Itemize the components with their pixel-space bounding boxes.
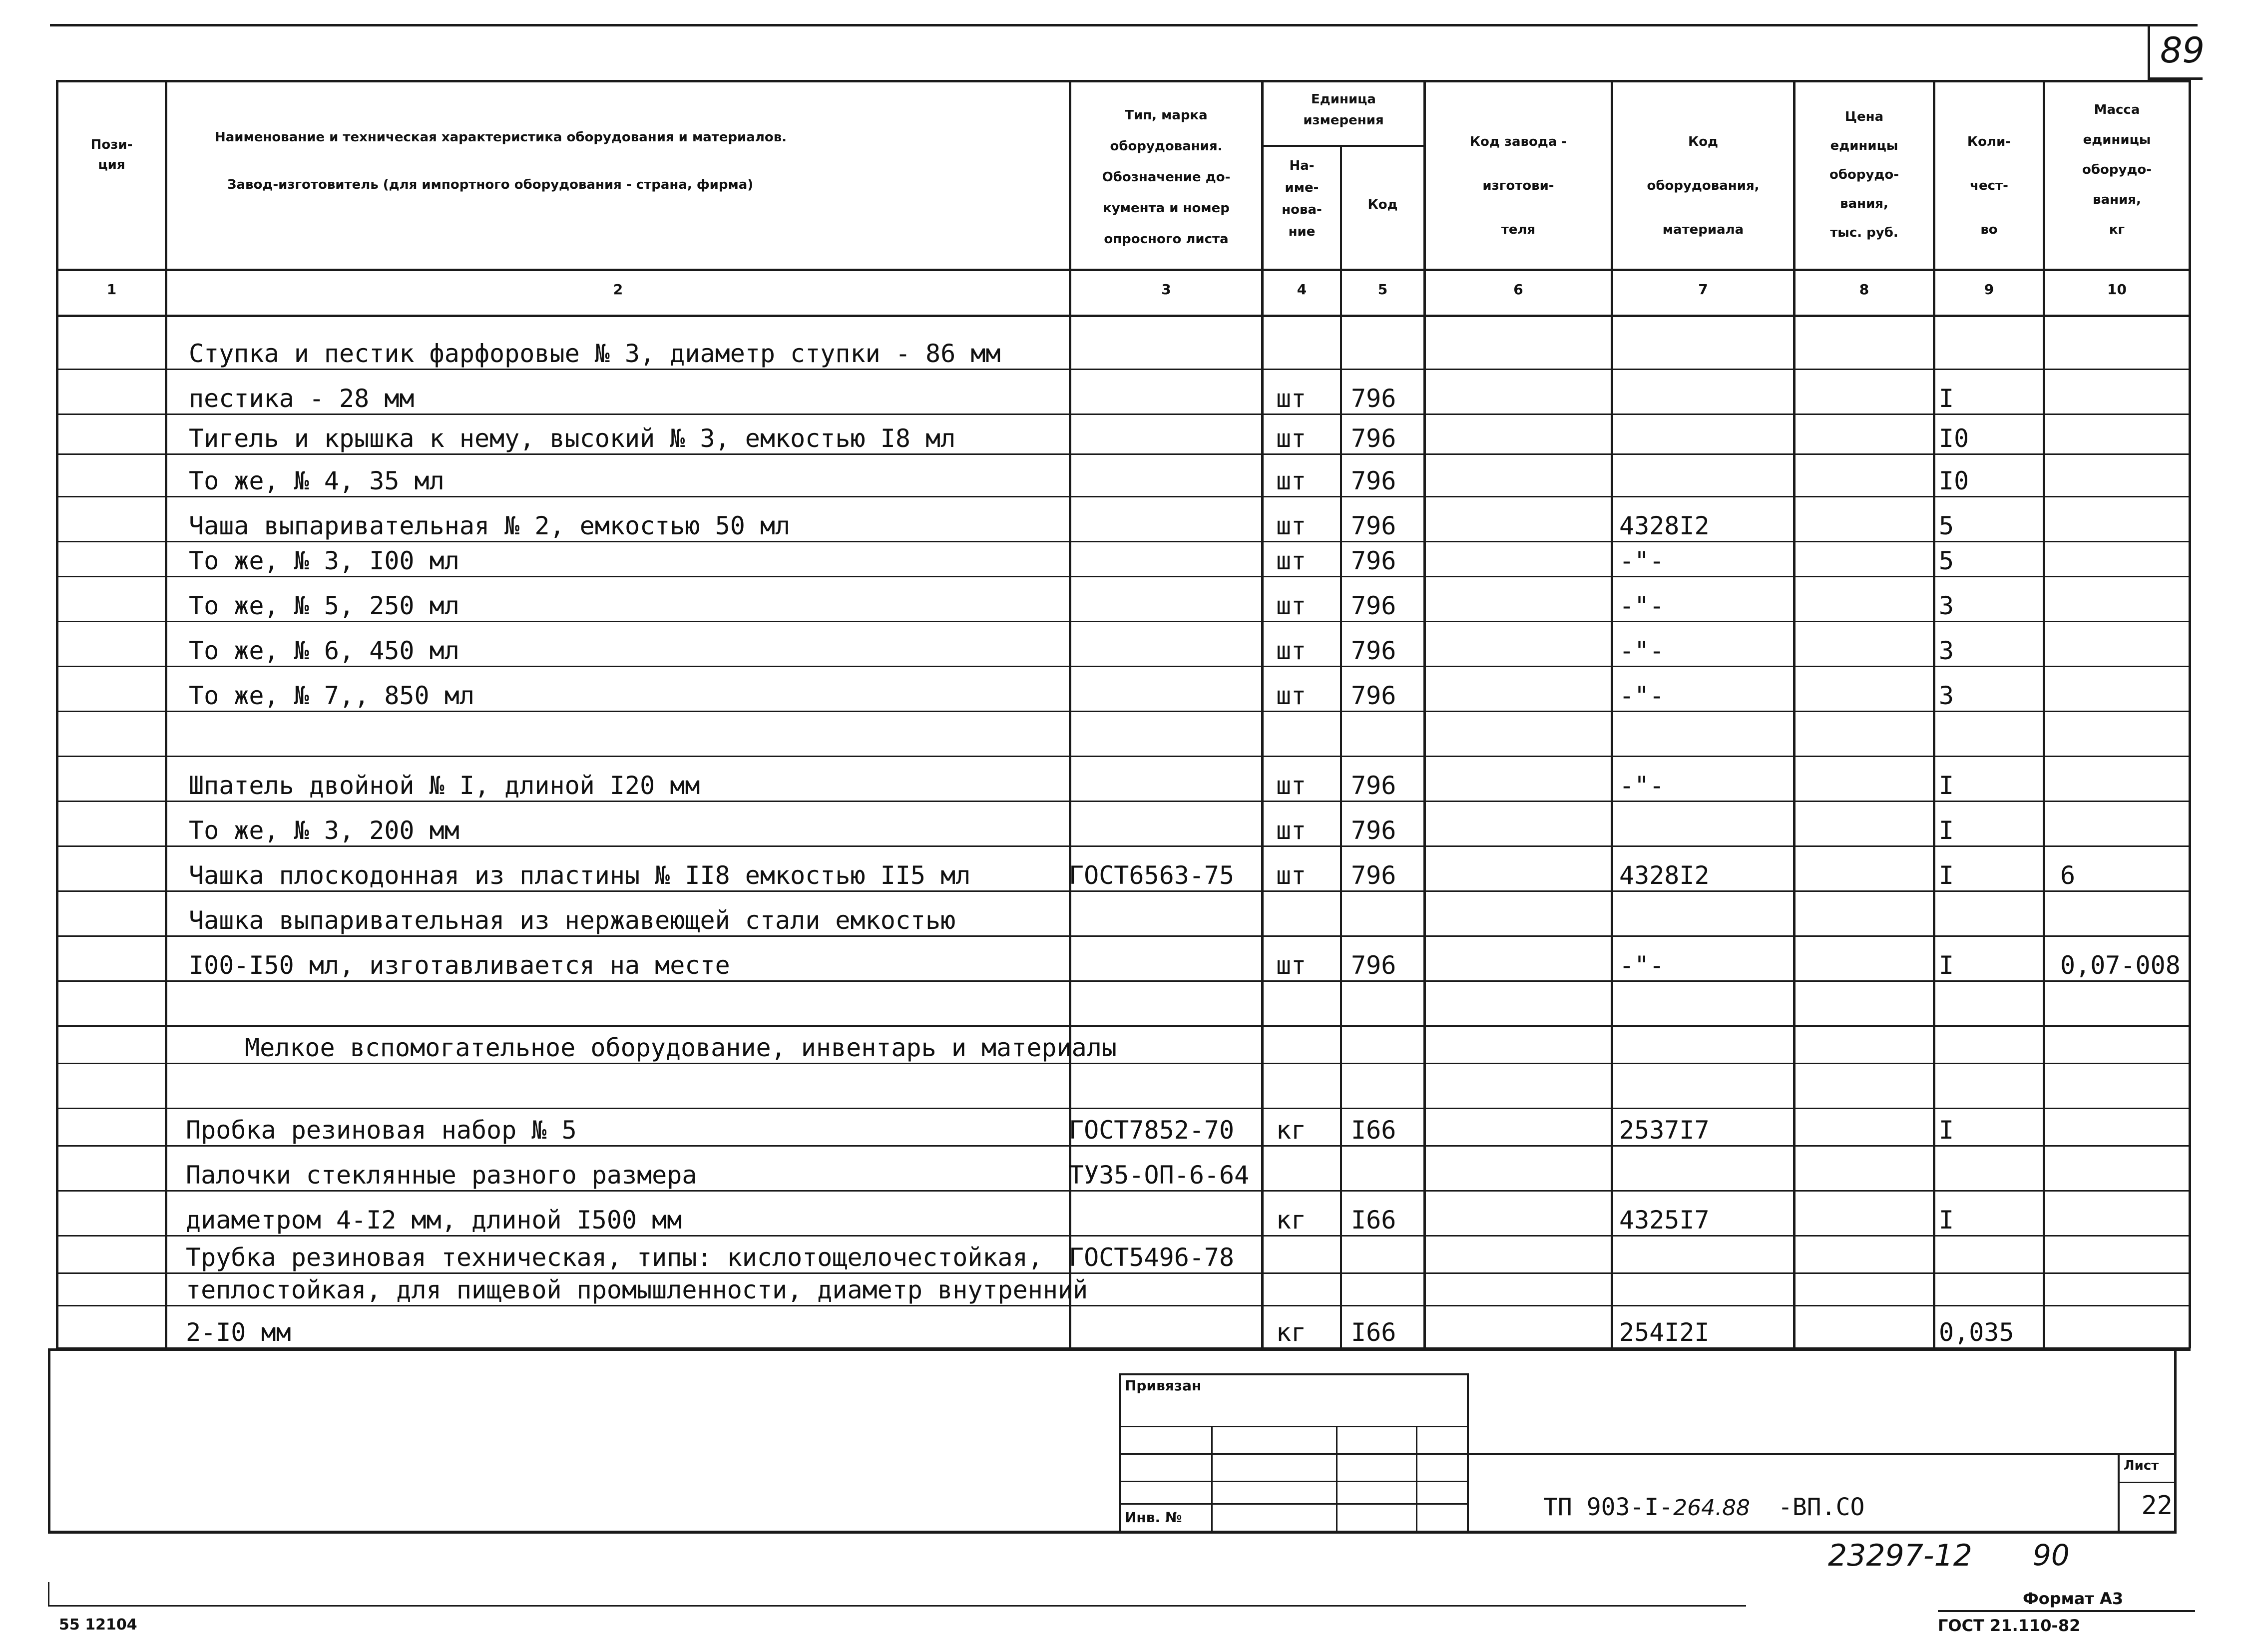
- item-material-code: 2537I7: [1619, 1116, 1710, 1145]
- header-position: Пози- ция: [90, 137, 133, 172]
- unit-subheader-line: [1261, 145, 1426, 147]
- item-unit-code: I66: [1351, 1116, 1396, 1145]
- row-separator: [58, 1145, 2189, 1147]
- item-quantity: 3: [1939, 681, 1954, 710]
- item-quantity: 3: [1939, 591, 1954, 620]
- col-line-8: [1933, 80, 1935, 1348]
- item-unit: шт: [1276, 511, 1307, 540]
- item-unit: шт: [1276, 861, 1307, 890]
- row-separator: [58, 413, 2189, 415]
- colnum-5: 5: [1377, 281, 1388, 298]
- header-quantity: Коли- чест- во: [1967, 134, 2011, 237]
- item-quantity: I: [1939, 1116, 1954, 1145]
- item-name: I00-I50 мл, изготавливается на месте: [189, 951, 730, 980]
- item-unit-code: 796: [1351, 424, 1396, 453]
- header-mass: Масса единицы оборудо- вания, кг: [2082, 102, 2152, 237]
- item-unit-code: 796: [1351, 511, 1396, 540]
- footer-line-right: [1938, 1610, 2195, 1612]
- colnum-4: 4: [1297, 281, 1307, 298]
- row-separator: [58, 666, 2189, 667]
- header-unit: Единица измерения: [1303, 92, 1384, 128]
- item-material-code: -"-: [1619, 951, 1665, 980]
- item-name: То же, № 4, 35 мл: [189, 466, 445, 495]
- row-separator: [58, 1235, 2189, 1237]
- item-material-code: 254I2I: [1619, 1318, 1710, 1347]
- row-separator: [58, 496, 2189, 497]
- table-top: [56, 80, 2189, 82]
- row-separator: [58, 845, 2189, 847]
- item-name: Тигель и крышка к нему, высокий № 3, емкостью I8 мл: [189, 424, 956, 453]
- item-unit-code: I66: [1351, 1206, 1396, 1235]
- item-quantity: 0,035: [1939, 1318, 2014, 1347]
- stamp-vline-3: [1416, 1426, 1417, 1531]
- sheet-box-left: [2118, 1453, 2120, 1532]
- item-name: Ступка и пестик фарфоровые № 3, диаметр ступки - 86 мм: [189, 339, 1001, 368]
- item-quantity: I: [1939, 771, 1954, 800]
- header-unit-code: Код: [1367, 197, 1398, 212]
- item-unit: кг: [1276, 1206, 1307, 1235]
- col-line-3: [1261, 80, 1264, 1348]
- colnum-1: 1: [106, 281, 117, 298]
- item-material-code: -"-: [1619, 681, 1665, 710]
- item-doc: ГОСТ5496-78: [1069, 1243, 1235, 1272]
- stamp-left: [1119, 1373, 1121, 1532]
- colnum-3: 3: [1161, 281, 1171, 298]
- frame-left-lower: [48, 1348, 50, 1533]
- handwritten-page: 90: [2033, 1538, 2070, 1572]
- sheet-box-line: [2118, 1482, 2177, 1483]
- item-name: Трубка резиновая техническая, типы: кислотощелочестойкая,: [186, 1243, 1043, 1272]
- header-plant-code: Код завода - изготови- теля: [1469, 134, 1567, 237]
- col-line-7: [1793, 80, 1795, 1348]
- colnum-9: 9: [1984, 281, 1994, 298]
- item-unit-code: 796: [1351, 681, 1396, 710]
- row-separator: [58, 541, 2189, 542]
- row-separator: [58, 1305, 2189, 1306]
- row-separator: [58, 621, 2189, 622]
- row-separator: [58, 453, 2189, 455]
- item-name: Мелкое вспомогательное оборудование, инвентарь и материалы: [245, 1033, 1117, 1062]
- row-separator: [58, 1272, 2189, 1274]
- stamp-vline-1: [1211, 1426, 1213, 1531]
- item-quantity: I: [1939, 1206, 1954, 1235]
- item-quantity: I: [1939, 384, 1954, 413]
- row-separator: [58, 890, 2189, 892]
- item-unit: шт: [1276, 816, 1307, 845]
- col-line-5: [1423, 80, 1426, 1348]
- item-mass: 0,07-008: [2060, 951, 2181, 980]
- sheet-label: Лист: [2124, 1458, 2159, 1473]
- item-unit-code: 796: [1351, 861, 1396, 890]
- page-number: 89: [2160, 30, 2205, 71]
- header-name-line1: Наименование и техническая характеристика оборудования и материалов.: [215, 130, 787, 145]
- colnum-8: 8: [1859, 281, 1869, 298]
- header-price: Цена единицы оборудо- вания, тыс. руб.: [1829, 109, 1899, 240]
- item-name: То же, № 7,, 850 мл: [189, 681, 474, 710]
- item-unit: шт: [1276, 546, 1307, 575]
- header-material-code: Код оборудования, материала: [1647, 134, 1760, 237]
- col-line-2: [1069, 80, 1071, 1348]
- item-doc: ТУ35-ОП-6-64: [1069, 1161, 1250, 1190]
- col-line-4: [1340, 145, 1342, 1348]
- item-material-code: -"-: [1619, 546, 1665, 575]
- item-unit-code: I66: [1351, 1318, 1396, 1347]
- item-name: пестика - 28 мм: [189, 384, 415, 413]
- item-name: То же, № 5, 250 мл: [189, 591, 459, 620]
- item-name: Палочки стеклянные разного размера: [186, 1161, 697, 1190]
- stamp-right: [1467, 1373, 1469, 1532]
- gost-label: ГОСТ 21.110-82: [1938, 1616, 2081, 1635]
- item-quantity: I: [1939, 816, 1954, 845]
- col-line-9: [2043, 80, 2045, 1348]
- header-type: Тип, марка оборудования. Обозначение до- кумента и номер опросного листа: [1102, 108, 1231, 247]
- item-name: теплостойкая, для пищевой промышленности, диаметр внутренний: [186, 1275, 1088, 1304]
- item-unit-code: 796: [1351, 636, 1396, 665]
- privyazan-label: Привязан: [1125, 1377, 1202, 1394]
- handwritten-number: 23297-12: [1828, 1538, 1972, 1573]
- row-separator: [58, 801, 2189, 802]
- item-unit: шт: [1276, 591, 1307, 620]
- header-unit-name: На- име- нова- ние: [1282, 158, 1322, 239]
- item-name: Чашка выпаривательная из нержавеющей стали емкостью: [189, 906, 956, 935]
- stamp-top: [1119, 1373, 1468, 1375]
- row-separator: [58, 1347, 2189, 1349]
- doc-code-hand: 264.88: [1673, 1495, 1751, 1521]
- item-mass: 6: [2060, 861, 2076, 890]
- doc-code-prefix: ТП 903-I-: [1543, 1493, 1674, 1521]
- item-quantity: I0: [1939, 424, 1969, 453]
- table-right: [2189, 80, 2191, 1348]
- top-border: [50, 24, 2198, 26]
- row-separator: [58, 369, 2189, 370]
- row-separator: [58, 756, 2189, 757]
- frame-right-lower: [2174, 1348, 2177, 1533]
- item-quantity: 3: [1939, 636, 1954, 665]
- item-unit-code: 796: [1351, 951, 1396, 980]
- doc-suffix: -ВП.СО: [1778, 1493, 1865, 1521]
- item-material-code: 4325I7: [1619, 1206, 1710, 1235]
- item-name: То же, № 6, 450 мл: [189, 636, 459, 665]
- item-name: Чашка плоскодонная из пластины № II8 емкостью II5 мл: [189, 861, 971, 890]
- frame-bottom: [48, 1531, 2177, 1534]
- item-name: Пробка резиновая набор № 5: [186, 1116, 577, 1145]
- item-doc: ГОСТ6563-75: [1069, 861, 1235, 890]
- item-unit: шт: [1276, 636, 1307, 665]
- item-unit: шт: [1276, 384, 1307, 413]
- item-unit-code: 796: [1351, 771, 1396, 800]
- footer-line-left: [48, 1605, 1746, 1607]
- item-quantity: I: [1939, 861, 1954, 890]
- colnum-2: 2: [613, 281, 623, 298]
- format-label: Формат А3: [2023, 1589, 2124, 1608]
- row-separator: [58, 1190, 2189, 1192]
- item-unit: шт: [1276, 681, 1307, 710]
- item-material-code: -"-: [1619, 636, 1665, 665]
- col-line-6: [1611, 80, 1613, 1348]
- col-line-1: [165, 80, 167, 1348]
- footer-tick: [48, 1582, 49, 1606]
- page-number-box-left: [2148, 24, 2150, 79]
- item-name: 2-I0 мм: [186, 1318, 291, 1347]
- item-name: Шпатель двойной № I, длиной I20 мм: [189, 771, 700, 800]
- item-unit: шт: [1276, 424, 1307, 453]
- header-bottom: [56, 269, 2189, 271]
- item-unit-code: 796: [1351, 466, 1396, 495]
- item-unit-code: 796: [1351, 816, 1396, 845]
- item-name: То же, № 3, 200 мм: [189, 816, 459, 845]
- row-separator: [58, 980, 2189, 982]
- row-separator: [58, 576, 2189, 577]
- row-separator: [58, 935, 2189, 937]
- item-material-code: -"-: [1619, 591, 1665, 620]
- item-material-code: 4328I2: [1619, 861, 1710, 890]
- item-name: Чаша выпаривательная № 2, емкостью 50 мл: [189, 511, 791, 540]
- item-quantity: I0: [1939, 466, 1969, 495]
- item-quantity: I: [1939, 951, 1954, 980]
- colnum-6: 6: [1513, 281, 1523, 298]
- row-separator: [58, 1108, 2189, 1109]
- item-unit: шт: [1276, 951, 1307, 980]
- item-unit: шт: [1276, 771, 1307, 800]
- colnum-bottom: [56, 315, 2189, 317]
- item-unit-code: 796: [1351, 546, 1396, 575]
- stamp-vline-2: [1336, 1426, 1338, 1531]
- item-material-code: -"-: [1619, 771, 1665, 800]
- item-name: диаметром 4-I2 мм, длиной I500 мм: [186, 1206, 682, 1235]
- item-material-code: 4328I2: [1619, 511, 1710, 540]
- inv-label: Инв. №: [1125, 1509, 1182, 1526]
- item-unit: кг: [1276, 1318, 1307, 1347]
- item-quantity: 5: [1939, 511, 1954, 540]
- colnum-7: 7: [1698, 281, 1708, 298]
- sheet-number: 22: [2141, 1491, 2173, 1521]
- row-separator: [58, 1025, 2189, 1027]
- doc-box-top: [1468, 1453, 2177, 1455]
- item-unit: кг: [1276, 1116, 1307, 1145]
- item-name: То же, № 3, I00 мл: [189, 546, 459, 575]
- table-left: [56, 80, 58, 1348]
- doc-code: [1543, 1493, 1750, 1521]
- colnum-10: 10: [2107, 281, 2127, 298]
- item-unit-code: 796: [1351, 591, 1396, 620]
- item-quantity: 5: [1939, 546, 1954, 575]
- bottom-left-code: 55 12104: [59, 1616, 137, 1634]
- item-unit-code: 796: [1351, 384, 1396, 413]
- row-separator: [58, 1063, 2189, 1064]
- row-separator: [58, 711, 2189, 712]
- header-name-line2: Завод-изготовитель (для импортного оборудования - страна, фирма): [227, 177, 754, 192]
- item-unit: шт: [1276, 466, 1307, 495]
- item-doc: ГОСТ7852-70: [1069, 1116, 1235, 1145]
